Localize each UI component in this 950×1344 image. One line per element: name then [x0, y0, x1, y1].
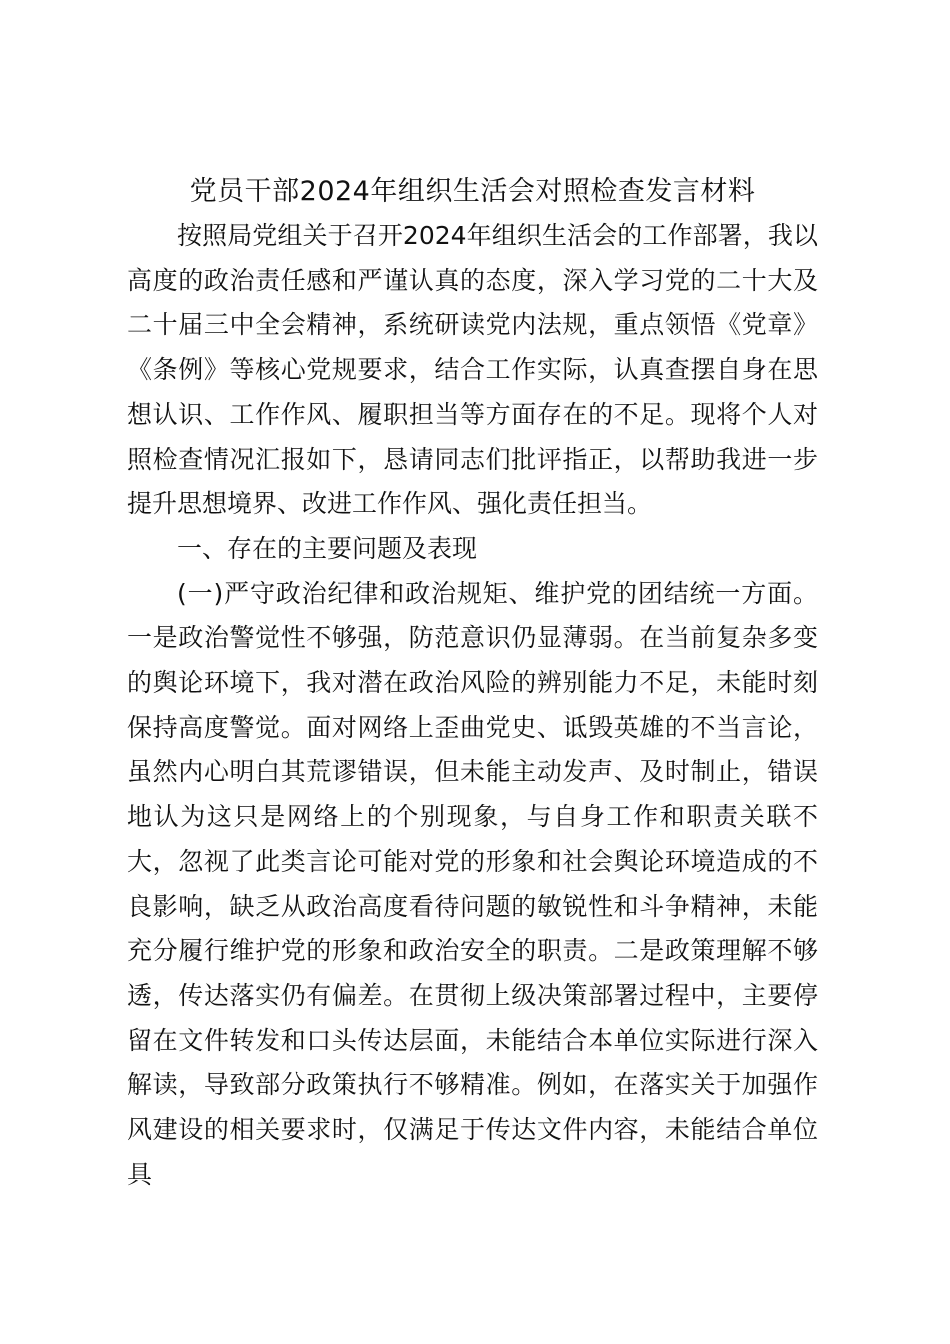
document-title: 党员干部2024年组织生活会对照检查发言材料 — [189, 176, 756, 207]
section-heading-1: 一、存在的主要问题及表现 — [177, 533, 478, 563]
intro-paragraph: 按照局党组关于召开2024年组织生活会的工作部署，我以高度的政治责任感和严谨认真的态度，深入学习党的二十大及二十届三中全会精神，系统研读党内法规，重点领悟《党章》《条例》等核心党规要求，结合工作实际，认真查摆自身在思想认识、工作作风、履职担当等方面存在的不足。现将个人对照检查情况汇报如下，恳请同志们批评指正，以帮助我进一步提升思想境界、改进工作作风、强化责任担当。 — [127, 221, 818, 519]
section-1-paragraph-1: (一)严守政治纪律和政治规矩、维护党的团结统一方面。一是政治警觉性不够强，防范意识仍显薄弱。在当前复杂多变的舆论环境下，我对潜在政治风险的辨别能力不足，未能时刻保持高度警觉。面对网络上歪曲党史、诋毁英雄的不当言论，虽然内心明白其荒谬错误，但未能主动发声、及时制止，错误地认为这只是网络上的个别现象，与自身工作和职责关联不大，忽视了此类言论可能对党的形象和社会舆论环境造成的不良影响，缺乏从政治高度看待问题的敏锐性和斗争精神，未能充分履行维护党的形象和政治安全的职责。二是政策理解不够透，传达落实仍有偏差。在贯彻上级决策部署过程中，主要停留在文件转发和口头传达层面，未能结合本单位实际进行深入解读，导致部分政策执行不够精准。例如，在落实关于加强作风建设的相关要求时，仅满足于传达文件内容，未能结合单位具 — [127, 578, 818, 1189]
document-body — [127, 170, 818, 1197]
